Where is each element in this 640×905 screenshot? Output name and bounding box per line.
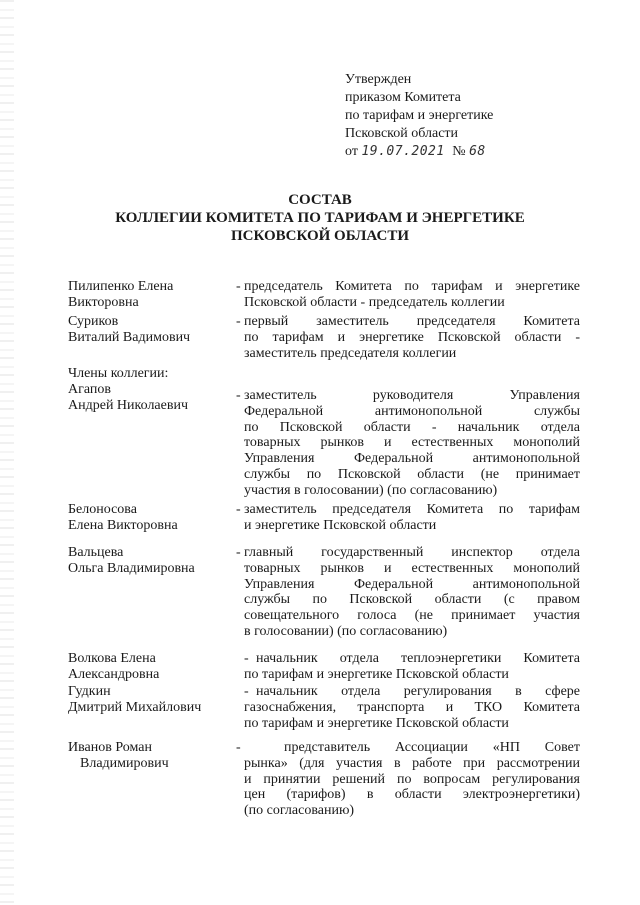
dash: -: [236, 740, 241, 755]
dash: -: [244, 651, 249, 666]
member-name-line: Ольга Владимировна: [68, 560, 195, 576]
member-name-line: Агапов: [68, 382, 111, 397]
approval-line: приказом Комитета: [345, 90, 461, 105]
handwritten-date: 19.07.2021: [361, 144, 445, 159]
dash: -: [236, 502, 241, 517]
description-line: заместитель руководителя Управления: [244, 388, 580, 403]
member-description: [244, 651, 580, 683]
scan-edge-artifact: [0, 0, 14, 905]
description-line: и принятии решений по вопросам регулирования: [244, 771, 580, 787]
member-name-line: Владимирович: [80, 755, 169, 771]
description-line: по Псковской области - начальник отдела: [244, 419, 580, 435]
dash: -: [236, 279, 241, 294]
member-description: [244, 279, 580, 311]
description-line: по тарифам и энергетике Псковской области: [244, 715, 509, 731]
description-line: газоснабжения, транспорта и ТКО Комитета: [244, 699, 580, 715]
number-label: №: [452, 144, 466, 159]
date-prefix: от: [345, 144, 358, 159]
document-title: [0, 191, 640, 245]
member-name-line: Пилипенко Елена: [68, 279, 174, 294]
description-line: службы по Псковской области (не принимает: [244, 466, 580, 482]
description-line: и энергетике Псковской области: [244, 517, 437, 533]
description-line: Псковской области - председатель коллегии: [244, 294, 505, 310]
member-name-line: Виталий Вадимович: [68, 329, 191, 345]
description-line: заместитель председателя коллегии: [244, 345, 457, 361]
member-name-line: Гудкин: [68, 684, 111, 699]
description-line: по тарифам и энергетике Псковской области: [244, 666, 509, 682]
description-line: участия в голосовании) (по согласованию): [244, 482, 498, 498]
member-description: [244, 388, 580, 499]
dash: -: [236, 314, 241, 329]
member-name-line: Белоносова: [68, 502, 137, 517]
member-name: [68, 382, 228, 414]
member-name: [68, 314, 228, 346]
description-line: Федеральной антимонопольной службы: [244, 403, 580, 419]
members-section-label: Члены коллегии:: [68, 366, 169, 381]
member-name-line: Викторовна: [68, 294, 139, 310]
member-description: [244, 502, 580, 534]
member-name-line: Волкова Елена: [68, 651, 156, 666]
member-description: [244, 740, 580, 819]
description-line: рынка» (для участия в работе при рассмотрении: [244, 755, 580, 771]
description-line: товарных рынков и естественных монополий: [244, 435, 580, 451]
approval-line: Псковской области: [345, 126, 459, 141]
approval-date-line: [345, 143, 493, 161]
description-line: начальник отдела теплоэнергетики Комитета: [256, 651, 580, 666]
description-line: в голосовании) (по согласованию): [244, 623, 448, 639]
description-line: начальник отдела регулирования в сфере: [256, 684, 580, 699]
member-name-line: Елена Викторовна: [68, 517, 178, 533]
description-line: Управления Федеральной антимонопольной: [244, 451, 580, 467]
member-name-line: Вальцева: [68, 545, 124, 560]
handwritten-number: 68: [469, 144, 486, 159]
title-line: СОСТАВ: [288, 192, 352, 208]
approval-line: по тарифам и энергетике: [345, 108, 494, 123]
dash: -: [236, 545, 241, 560]
description-line: совещательного голоса (не принимает участия: [244, 608, 580, 624]
description-line: заместитель председателя Комитета по тарифам: [244, 502, 580, 517]
description-line: первый заместитель председателя Комитета: [244, 314, 580, 329]
member-name: [68, 545, 228, 577]
description-line: (по согласованию): [244, 803, 355, 819]
description-line: службы по Псковской области (с правом: [244, 592, 580, 608]
description-line: представитель Ассоциации «НП Совет: [284, 740, 580, 755]
description-line: председатель Комитета по тарифам и энергетике: [244, 279, 580, 294]
approval-line: Утвержден: [345, 72, 412, 87]
dash: -: [244, 684, 249, 699]
description-line: цен (тарифов) в области электроэнергетики): [244, 787, 580, 803]
member-name-line: Александровна: [68, 666, 160, 682]
title-line: КОЛЛЕГИИ КОМИТЕТА ПО ТАРИФАМ И ЭНЕРГЕТИКЕ: [115, 210, 525, 226]
member-description: [244, 545, 580, 640]
member-name: [68, 279, 228, 311]
member-name-line: Андрей Николаевич: [68, 397, 188, 413]
member-name: [68, 684, 228, 716]
description-line: Управления Федеральной антимонопольной: [244, 576, 580, 592]
approval-block: [345, 71, 493, 161]
description-line: главный государственный инспектор отдела: [244, 545, 580, 560]
member-name-line: Суриков: [68, 314, 119, 329]
member-description: [244, 684, 580, 731]
description-line: товарных рынков и естественных монополий: [244, 560, 580, 576]
dash: -: [236, 388, 241, 403]
member-name: [68, 740, 228, 772]
member-name: [68, 651, 228, 683]
member-name: [68, 502, 228, 534]
member-name-line: Иванов Роман: [68, 740, 152, 755]
title-line: ПСКОВСКОЙ ОБЛАСТИ: [230, 228, 410, 244]
member-description: [244, 314, 580, 361]
description-line: по тарифам и энергетике Псковской области -: [244, 329, 580, 345]
member-name-line: Дмитрий Михайлович: [68, 699, 202, 715]
